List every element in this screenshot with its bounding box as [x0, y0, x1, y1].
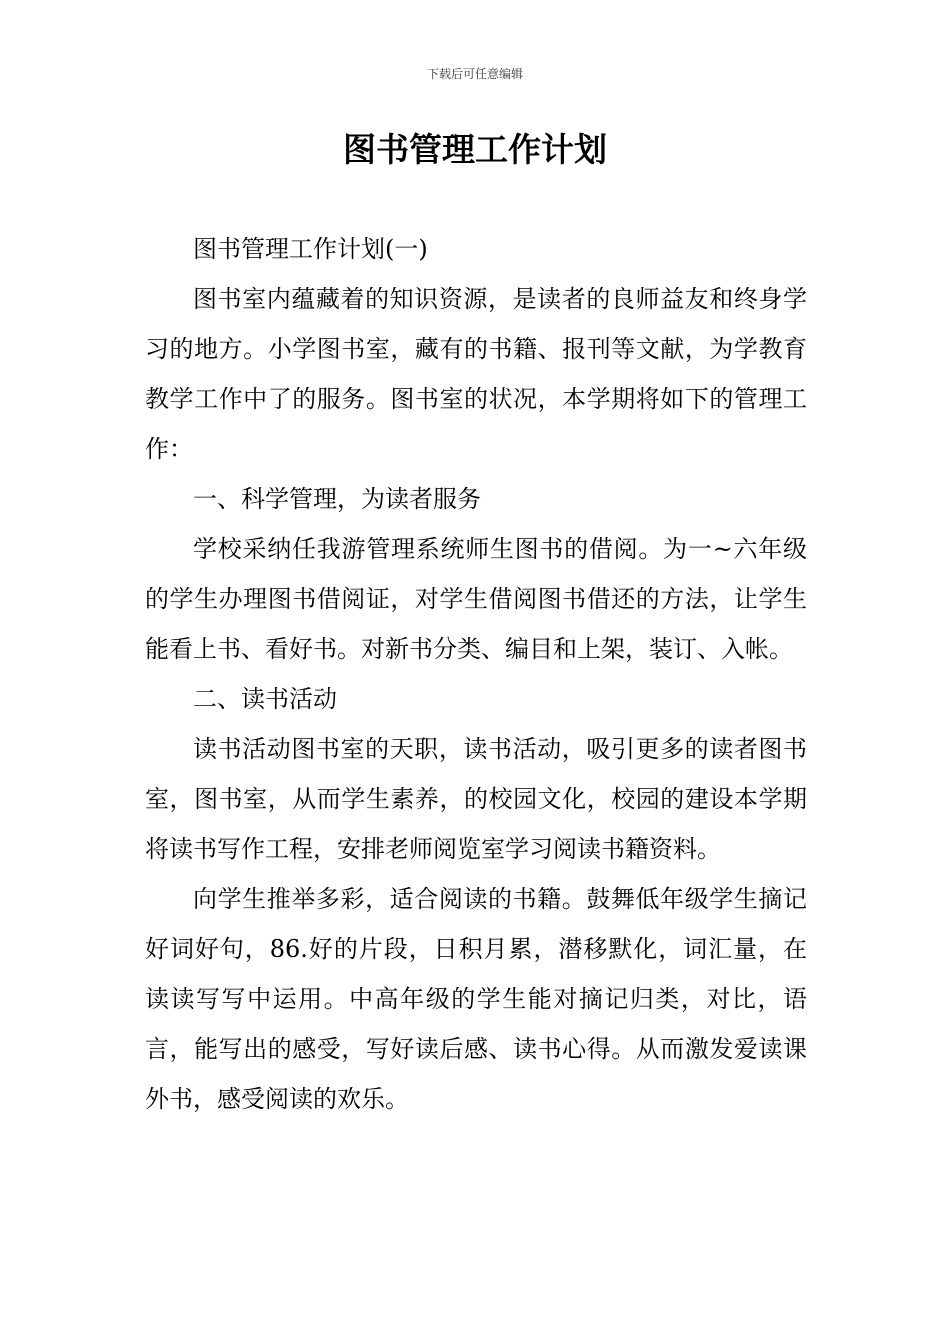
body-paragraph: 图书室内蕴藏着的知识资源，是读者的良师益友和终身学习的地方。小学图书室，藏有的书籍、报刊等文献，为学教育教学工作中了的服务。图书室的状况，本学期将如下的管理工作： — [145, 285, 807, 463]
body-paragraph: 读书活动图书室的天职，读书活动，吸引更多的读者图书室，图书室，从而学生素养，的校园文化，校园的建设本学期将读书写作工程，安排老师阅览室学习阅读书籍资料。 — [145, 735, 807, 863]
body-paragraph: 向学生推举多彩，适合阅读的书籍。鼓舞低年级学生摘记好词好句，86.好的片段，日积月累，潜移默化，词汇量，在读读写写中运用。中高年级的学生能对摘记归类，对比，语言，能写出的感受，写好读后感、读书心得。从而激发爱读课外书，感受阅读的欢乐。 — [145, 885, 807, 1113]
body-paragraph: 学校采纳任我游管理系统师生图书的借阅。为一~六年级的学生办理图书借阅证，对学生借阅图书借还的方法，让学生能看上书、看好书。对新书分类、编目和上架，装订、入帐。 — [145, 535, 807, 663]
section-heading: 二、读书活动 — [193, 685, 337, 713]
section-heading: 一、科学管理，为读者服务 — [193, 485, 481, 513]
document-body — [145, 224, 807, 1124]
header-note: 下载后可任意编辑 — [426, 67, 523, 81]
section-heading: 图书管理工作计划(一) — [193, 235, 428, 263]
document-title: 图书管理工作计划 — [343, 130, 607, 169]
